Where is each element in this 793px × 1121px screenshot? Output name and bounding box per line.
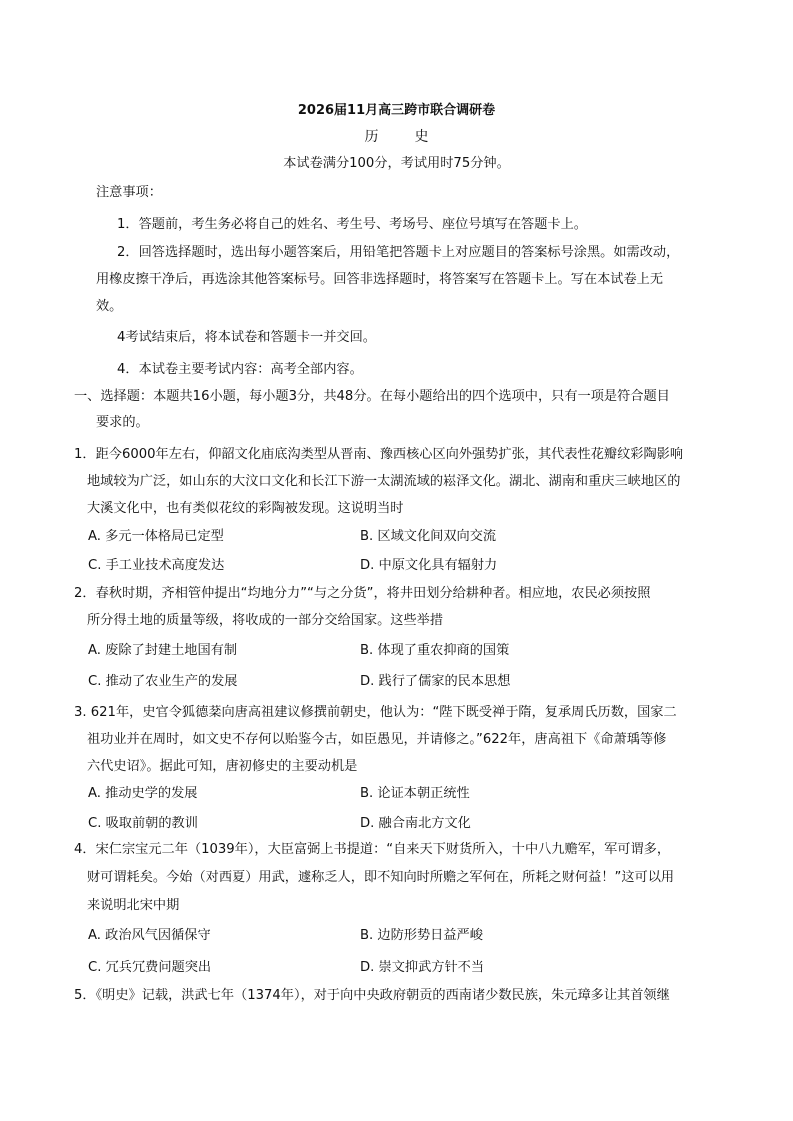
question-2-option-a[interactable]: A. 废除了封建土地国有制	[88, 643, 238, 658]
question-4-line-2: 财可谓耗矣。今始（对西夏）用武，遽称乏人，即不知向时所赡之军何在，所耗之财何益！”这可以用	[87, 870, 675, 885]
note-4: 4．本试卷主要考试内容：高考全部内容。	[117, 362, 363, 377]
question-4-option-d[interactable]: D. 崇文抑武方针不当	[360, 960, 485, 975]
question-4-line-3: 来说明北宋中期	[87, 898, 180, 913]
note-2-line-3: 效。	[96, 299, 123, 314]
exam-title: 2026届11月高三跨市联合调研卷	[297, 103, 496, 118]
question-1-option-b[interactable]: B. 区域文化间双向交流	[360, 529, 497, 544]
question-2-option-d[interactable]: D. 践行了儒家的民本思想	[360, 674, 511, 689]
note-2-line-2: 用橡皮擦干净后，再选涂其他答案标号。回答非选择题时，将答案写在答题卡上。写在本试卷上无	[96, 272, 664, 287]
question-3-option-a[interactable]: A. 推动史学的发展	[88, 786, 198, 801]
note-2-line-1: 2．回答选择题时，选出每小题答案后，用铅笔把答题卡上对应题目的答案标号涂黑。如需改动，	[117, 245, 680, 260]
question-3-line-3: 六代史诏》。据此可知，唐初修史的主要动机是	[87, 759, 358, 774]
question-3-line-1: 3. 621年，史官令狐德棻向唐高祖建议修撰前朝史，他认为：“陛下既受禅于隋，复承周氏历数，国家二	[74, 705, 677, 720]
question-1-line-2: 地域较为广泛，如山东的大汶口文化和长江下游一太湖流域的崧泽文化。湖北、湖南和重庆三峡地区的	[87, 474, 681, 489]
question-4-option-b[interactable]: B. 边防形势日益严峻	[360, 928, 483, 943]
subject-char-right: 史	[414, 129, 429, 145]
notes-heading: 注意事项：	[96, 185, 162, 200]
question-1-option-c[interactable]: C. 手工业技术高度发达	[88, 558, 225, 573]
question-3-option-d[interactable]: D. 融合南北方文化	[360, 816, 471, 831]
section-heading-line-1: 一、选择题：本题共16小题，每小题3分，共48分。在每小题给出的四个选项中，只有一项是符合题目	[74, 389, 670, 404]
note-1: 1．答题前，考生务必将自己的姓名、考生号、考场号、座位号填写在答题卡上。	[117, 217, 587, 232]
exam-intro: 本试卷满分100分，考试用时75分钟。	[283, 156, 510, 171]
question-4-line-1: 4．宋仁宗宝元二年（1039年），大臣富弼上书提道：“自来天下财货所入，十中八九赡军，军可谓多，	[74, 842, 671, 857]
question-2-option-b[interactable]: B. 体现了重农抑商的国策	[360, 643, 510, 658]
question-1-line-3: 大溪文化中，也有类似花纹的彩陶被发现。这说明当时	[87, 501, 404, 516]
question-2-option-c[interactable]: C. 推动了农业生产的发展	[88, 674, 238, 689]
subject-name	[0, 126, 793, 146]
question-1-line-1: 1．距今6000年左右，仰韶文化庙底沟类型从晋南、豫西核心区向外强势扩张，其代表性花瓣纹彩陶影响	[74, 447, 684, 462]
question-1-option-a[interactable]: A. 多元一体格局已定型	[88, 529, 224, 544]
question-3-option-b[interactable]: B. 论证本朝正统性	[360, 786, 470, 801]
question-1-option-d[interactable]: D. 中原文化具有辐射力	[360, 558, 498, 573]
section-heading-line-2: 要求的。	[96, 415, 149, 430]
question-3-line-2: 祖功业并在周时，如文史不存何以贻鉴今古，如臣愚见，并请修之。”622年，唐高祖下《命萧瑀等修	[87, 732, 667, 747]
question-4-option-c[interactable]: C. 冗兵冗费问题突出	[88, 960, 212, 975]
question-5-line-1: 5．《明史》记载，洪武七年（1374年），对于向中央政府朝贡的西南诸少数民族，朱元璋多让其首领继	[74, 988, 670, 1003]
subject-char-left: 历	[364, 129, 379, 145]
question-3-option-c[interactable]: C. 吸取前朝的教训	[88, 816, 198, 831]
question-2-line-1: 2．春秋时期，齐相管仲提出“均地分力”“与之分货”，将井田划分给耕种者。相应地，农民必须按照	[74, 586, 651, 601]
note-3: 4考试结束后，将本试卷和答题卡一并交回。	[117, 330, 376, 345]
question-4-option-a[interactable]: A. 政治风气因循保守	[88, 928, 211, 943]
question-2-line-2: 所分得土地的质量等级，将收成的一部分交给国家。这些举措	[87, 613, 444, 628]
